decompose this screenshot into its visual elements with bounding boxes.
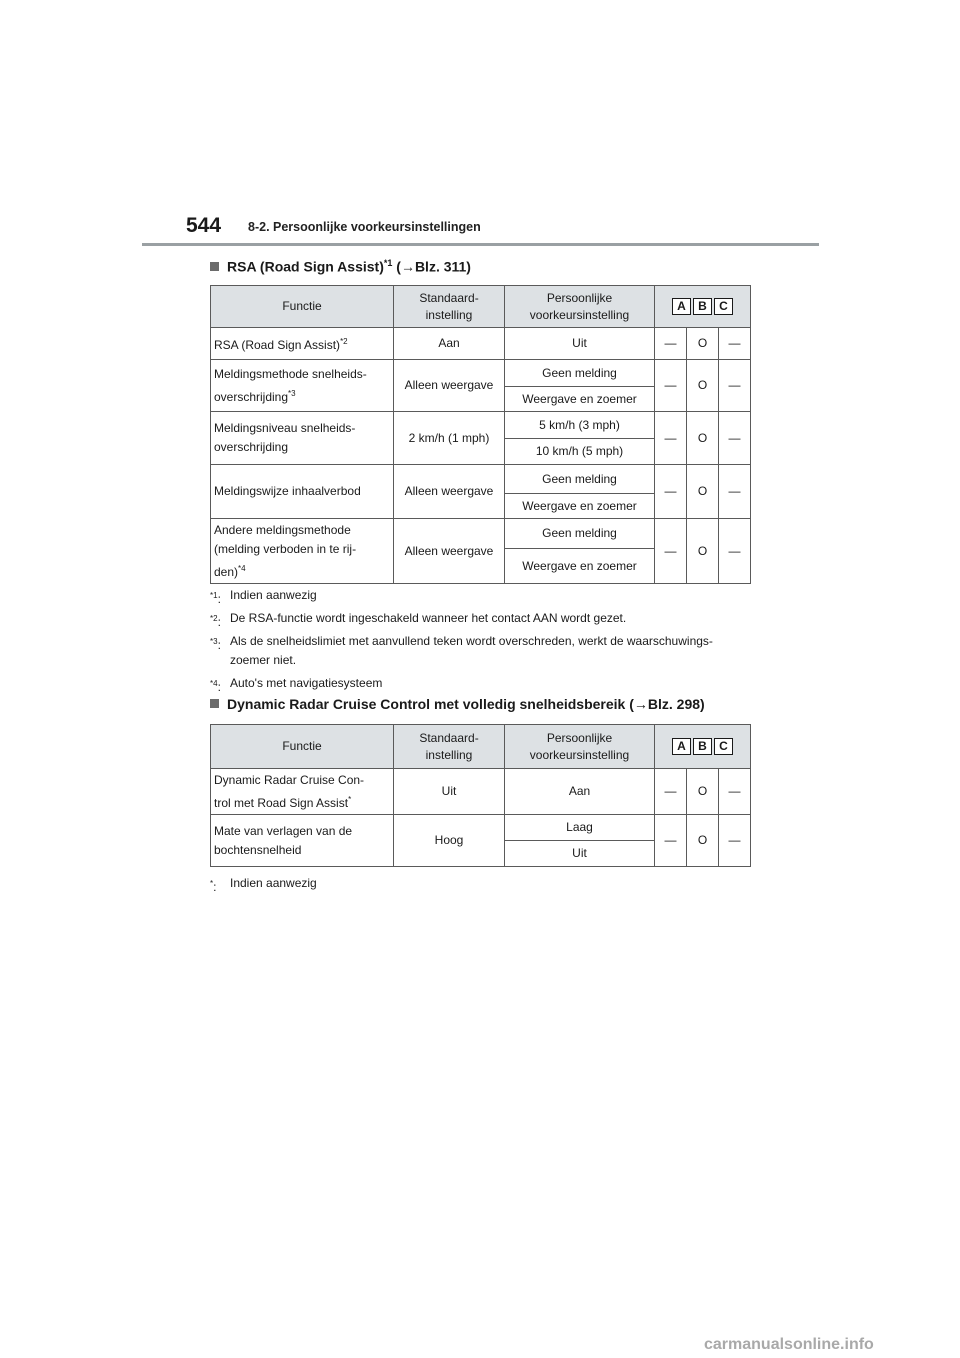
c-box-icon: C [714, 738, 733, 755]
cell-c: — [719, 412, 751, 465]
table-row [211, 328, 751, 360]
drcc-heading [210, 696, 705, 712]
cell-a: — [655, 465, 687, 519]
page-number: 544 [186, 214, 222, 237]
square-bullet-icon [210, 699, 219, 708]
col-abc [655, 725, 751, 769]
footnote: $^{*3}$: Als de snelheidslimiet met aanvullend teken wordt overschreden, werkt de waarschuwings- zoemer niet. [210, 634, 713, 667]
drcc-heading-ref: (→Blz. 298) [629, 696, 705, 712]
cell-b: O [687, 465, 719, 519]
cell-a: — [655, 769, 687, 815]
cell-c: — [719, 769, 751, 815]
cell-standaard: Uit [394, 769, 505, 815]
cell-a: — [655, 815, 687, 867]
cell-c: — [719, 519, 751, 584]
cell-functie: Dynamic Radar Cruise Con- trol met Road Sign Assist* [211, 769, 394, 815]
a-box-icon: A [672, 738, 691, 755]
cell-standaard: Alleen weergave [394, 519, 505, 584]
cell-b: O [687, 360, 719, 412]
cell-standaard: Aan [394, 328, 505, 360]
header-rule [142, 243, 819, 246]
cell-c: — [719, 815, 751, 867]
col-standaard: Standaard- instelling [394, 725, 505, 769]
cell-functie: Meldingswijze inhaalverbod [211, 465, 394, 519]
cell-c: — [719, 328, 751, 360]
col-functie: Functie [211, 286, 394, 328]
col-persoonlijk: Persoonlijke voorkeursinstelling [505, 725, 655, 769]
rsa-header-row [211, 286, 751, 328]
col-standaard: Standaard- instelling [394, 286, 505, 328]
drcc-header-row [211, 725, 751, 769]
rsa-table [210, 285, 751, 584]
cell-optie: Laag [505, 815, 655, 841]
cell-optie: Geen melding [505, 519, 655, 549]
a-box-icon: A [672, 298, 691, 315]
watermark: carmanualsonline.info [704, 1336, 874, 1353]
cell-a: — [655, 360, 687, 412]
drcc-heading-text: Dynamic Radar Cruise Control met volledig snelheidsbereik [227, 696, 626, 712]
cell-a: — [655, 412, 687, 465]
cell-standaard: Alleen weergave [394, 360, 505, 412]
cell-optie: Geen melding [505, 360, 655, 387]
footnote: $^{*1}$: Indien aanwezig [210, 588, 317, 606]
cell-optie: Geen melding [505, 465, 655, 494]
cell-b: O [687, 769, 719, 815]
footnote: $^{*4}$: Auto's met navigatiesysteem [210, 676, 383, 694]
cell-optie: Uit [505, 841, 655, 867]
rsa-heading-ref: (→Blz. 311) [396, 258, 471, 275]
cell-functie: Meldingsmethode snelheids- overschrijding$^{*3}$ [211, 360, 394, 412]
cell-a: — [655, 519, 687, 584]
table-row [211, 360, 751, 387]
section-title: 8-2. Persoonlijke voorkeursinstellingen [248, 220, 481, 234]
table-row [211, 769, 751, 815]
square-bullet-icon [210, 262, 219, 271]
rsa-notes [210, 586, 770, 697]
cell-a: — [655, 328, 687, 360]
drcc-table [210, 724, 751, 867]
col-persoonlijk: Persoonlijke voorkeursinstelling [505, 286, 655, 328]
rsa-heading-sup: *1 [383, 258, 393, 268]
footnote: $^{*2}$: De RSA-functie wordt ingeschakeld wanneer het contact AAN wordt gezet. [210, 611, 627, 629]
cell-optie: Weergave en zoemer [505, 549, 655, 584]
cell-functie: Mate van verlagen van de bochtensnelheid [211, 815, 394, 867]
rsa-heading [210, 258, 471, 275]
table-row [211, 465, 751, 494]
cell-standaard: Hoog [394, 815, 505, 867]
col-abc [655, 286, 751, 328]
col-functie: Functie [211, 725, 394, 769]
cell-optie: Aan [505, 769, 655, 815]
footnote: *: Indien aanwezig [210, 876, 317, 894]
cell-standaard: 2 km/h (1 mph) [394, 412, 505, 465]
cell-functie: RSA (Road Sign Assist)$^{*2}$ [211, 328, 394, 360]
c-box-icon: C [714, 298, 733, 315]
cell-b: O [687, 412, 719, 465]
cell-optie: Uit [505, 328, 655, 360]
rsa-heading-text: RSA (Road Sign Assist) [227, 258, 384, 275]
table-row [211, 412, 751, 439]
cell-b: O [687, 328, 719, 360]
cell-functie: Meldingsniveau snelheids- overschrijding [211, 412, 394, 465]
cell-standaard: Alleen weergave [394, 465, 505, 519]
drcc-notes [210, 874, 770, 897]
table-row [211, 519, 751, 549]
table-row [211, 815, 751, 841]
cell-b: O [687, 519, 719, 584]
cell-optie: 10 km/h (5 mph) [505, 439, 655, 465]
cell-optie: 5 km/h (3 mph) [505, 412, 655, 439]
cell-c: — [719, 465, 751, 519]
cell-b: O [687, 815, 719, 867]
b-box-icon: B [693, 738, 712, 755]
cell-c: — [719, 360, 751, 412]
b-box-icon: B [693, 298, 712, 315]
cell-functie: Andere meldingsmethode (melding verboden in te rij- den)$^{*4}$ [211, 519, 394, 584]
cell-optie: Weergave en zoemer [505, 387, 655, 412]
page-header [0, 0, 960, 250]
cell-optie: Weergave en zoemer [505, 494, 655, 519]
